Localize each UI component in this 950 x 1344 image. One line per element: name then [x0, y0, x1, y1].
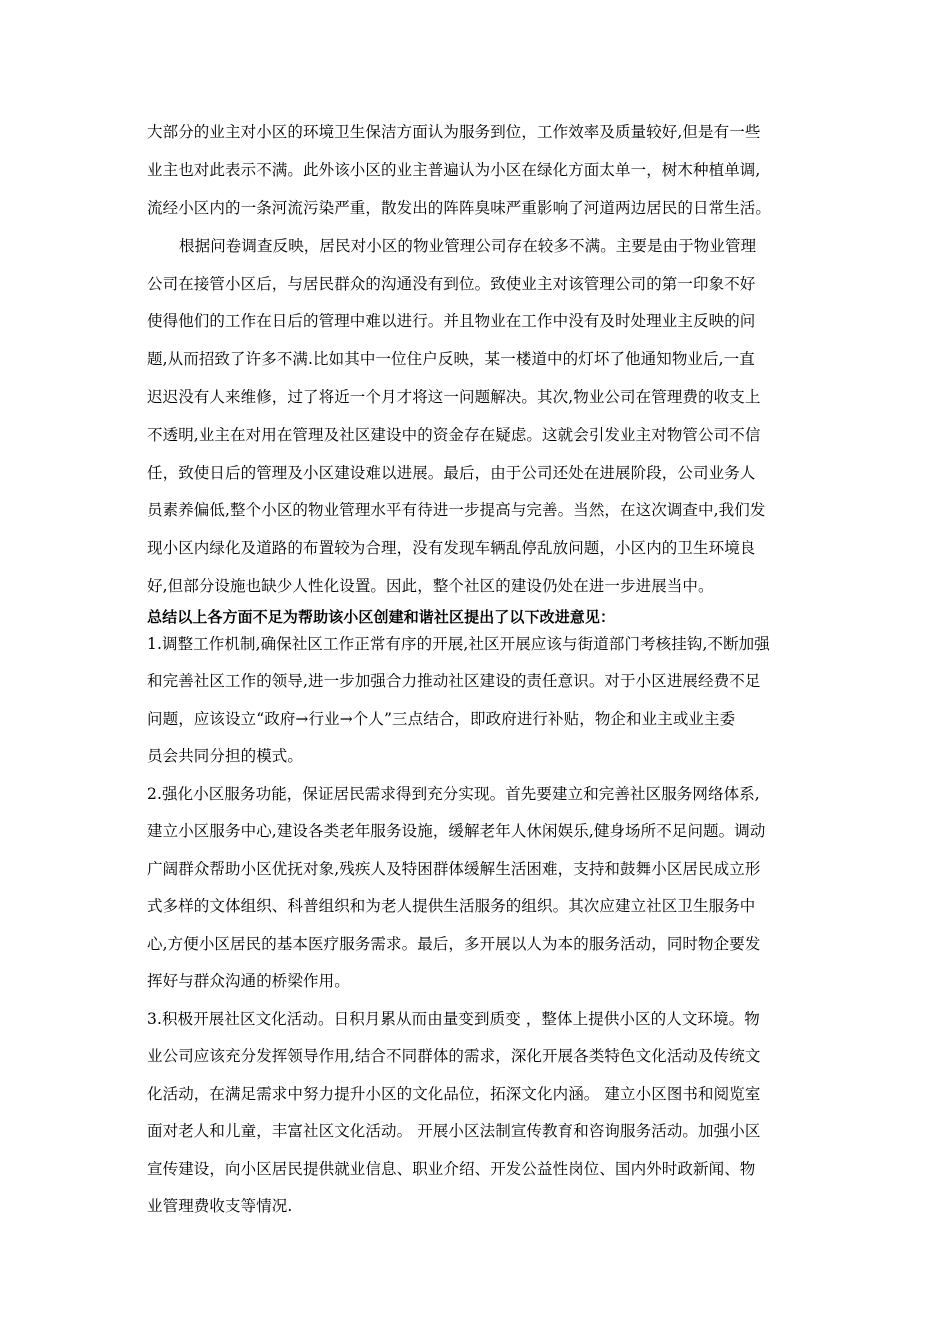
text-line: 建立小区服务中心,建设各类老年服务设施，缓解老年人休闲娱乐,健身场所不足问题。调动	[147, 822, 766, 840]
text-line: 化活动，在满足需求中努力提升小区的文化品位，拓深文化内涵。 建立小区图书和阅览室	[147, 1085, 761, 1103]
text-line: 迟迟没有人来维修，过了将近一个月才将这一问题解决。其次,物业公司在管理费的收支上	[147, 388, 761, 406]
text-line: 不透明,业主在对用在管理及社区建设中的资金存在疑虑。这就会引发业主对物管公司不信	[147, 426, 761, 444]
text-line: 式多样的文体组织、科普组织和为老人提供生活服务的组织。其次应建立社区卫生服务中	[147, 897, 756, 915]
text-line: 业管理费收支等情况.	[147, 1197, 293, 1215]
text-line: 3.积极开展社区文化活动。日积月累从而由量变到质变 ，整体上提供小区的人文环境。物	[147, 1010, 760, 1028]
text-line: 业公司应该充分发挥领导作用,结合不同群体的需求，深化开展各类特色文化活动及传统文	[147, 1047, 761, 1065]
text-line: 根据问卷调查反映，居民对小区的物业管理公司存在较多不满。主要是由于物业管理	[179, 237, 757, 255]
text-line: 和完善社区工作的领导,进一步加强合力推动社区建设的责任意识。对于小区进展经费不足	[147, 672, 761, 690]
text-line: 2.强化小区服务功能，保证居民需求得到充分实现。首先要建立和完善社区服务网络体系,	[147, 785, 760, 803]
text-line: 面对老人和儿童，丰富社区文化活动。 开展小区法制宣传教育和咨询服务活动。加强小区	[147, 1122, 761, 1140]
text-line: 1.调整工作机制,确保社区工作正常有序的开展,社区开展应该与街道部门考核挂钩,不断加强	[147, 635, 770, 653]
text-line: 广阔群众帮助小区优抚对象,残疾人及特困群体缓解生活困难，支持和鼓舞小区居民成立形	[147, 860, 761, 878]
section-heading: 总结以上各方面不足为帮助该小区创建和谐社区提出了以下改进意见：	[147, 608, 616, 626]
text-line: 宣传建设，向小区居民提供就业信息、职业介绍、开发公益性岗位、国内外时政新闻、物	[147, 1160, 756, 1178]
text-line: 挥好与群众沟通的桥梁作用。	[147, 972, 350, 990]
text-line: 心,方便小区居民的基本医疗服务需求。最后，多开展以人为本的服务活动，同时物企要发	[147, 935, 761, 953]
text-line: 大部分的业主对小区的环境卫生保洁方面认为服务到位，工作效率及质量较好,但是有一些	[147, 123, 761, 141]
text-line: 员会共同分担的模式。	[147, 747, 304, 765]
text-line: 现小区内绿化及道路的布置较为合理，没有发现车辆乱停乱放问题，小区内的卫生环境良	[147, 539, 756, 557]
text-line: 业主也对此表示不满。此外该小区的业主普遍认为小区在绿化方面太单一，树木种植单调,	[147, 161, 761, 179]
text-line: 使得他们的工作在日后的管理中难以进行。并且物业在工作中没有及时处理业主反映的问	[147, 312, 756, 330]
text-line: 公司在接管小区后，与居民群众的沟通没有到位。致使业主对该管理公司的第一印象不好	[147, 275, 756, 293]
text-line: 流经小区内的一条河流污染严重，散发出的阵阵臭味严重影响了河道两边居民的日常生活。	[147, 199, 772, 217]
text-line: 题,从而招致了许多不满.比如其中一位住户反映，某一楼道中的灯坏了他通知物业后,一直	[147, 350, 755, 368]
text-line: 问题，应该设立“政府→行业→个人”三点结合，即政府进行补贴，物企和业主或业主委	[147, 710, 736, 728]
text-line: 任，致使日后的管理及小区建设难以进展。最后，由于公司还处在进展阶段，公司业务人	[147, 464, 756, 482]
text-line: 员素养偏低,整个小区的物业管理水平有待进一步提高与完善。当然，在这次调查中,我们发	[147, 501, 766, 519]
text-line: 好,但部分设施也缺少人性化设置。因此，整个社区的建设仍处在进一步进展当中。	[147, 577, 714, 595]
